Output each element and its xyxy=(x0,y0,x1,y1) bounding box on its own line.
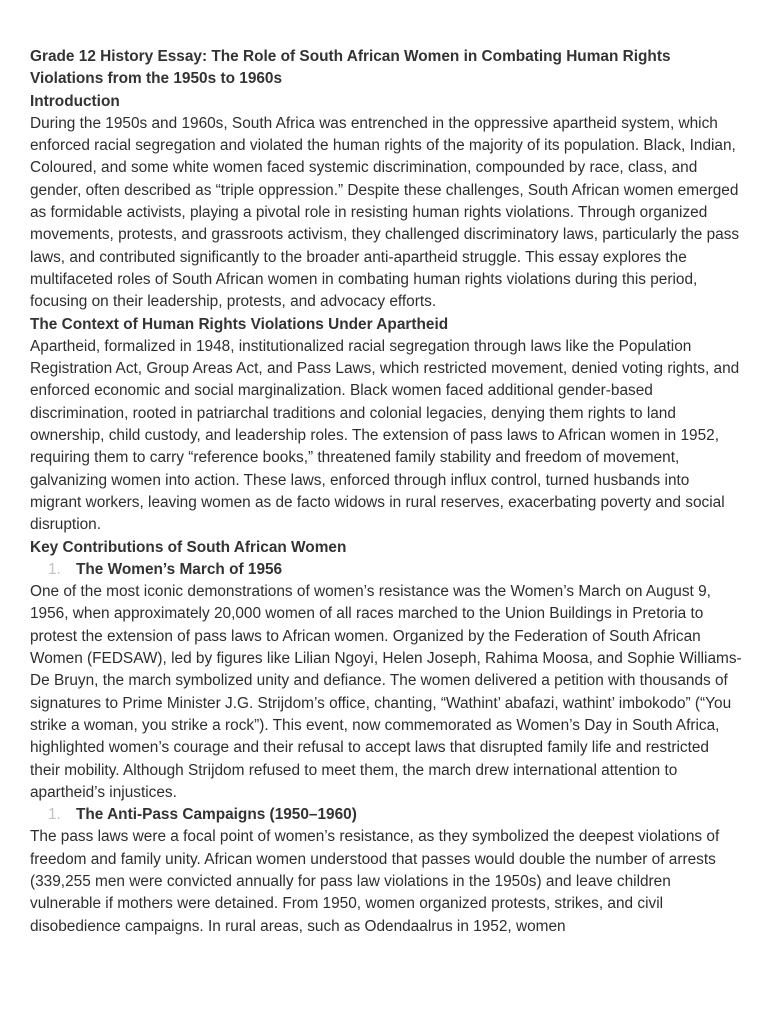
list-item-anti-pass xyxy=(30,804,742,826)
list-number: 1. xyxy=(48,560,61,578)
list-number: 1. xyxy=(48,806,61,824)
context-heading: The Context of Human Rights Violations Under Apartheid xyxy=(30,315,449,333)
anti-pass-paragraph: The pass laws were a focal point of women’s resistance, as they symbolized the deepest violations of freedom and family unity. African women understood that passes would double the number of arrests (339,255 men were convicted annually for pass law violations in the 1950s) and leave children vulnerable if mothers were detained. From 1950, women organized protests, strikes, and civil disobedience campaigns. In rural areas, such as Odendaalrus in 1952, women xyxy=(30,828,720,935)
introduction-paragraph: During the 1950s and 1960s, South Africa was entrenched in the oppressive apartheid system, which enforced racial segregation and violated the human rights of the majority of its population. Black, Indian, Coloured, and some white women faced systemic discrimination, compounded by race, class, and gender, often described as “triple oppression.” Despite these challenges, South African women emerged as formidable activists, playing a pivotal role in resisting human rights violations. Through organized movements, protests, and grassroots activism, they challenged discriminatory laws, particularly the pass laws, and contributed significantly to the broader anti-apartheid struggle. This essay explores the multifaceted roles of South African women in combating human rights violations during this period, focusing on their leadership, protests, and advocacy efforts. xyxy=(30,114,740,311)
list-item-title: The Anti-Pass Campaigns (1950–1960) xyxy=(76,806,357,824)
essay-title: Grade 12 History Essay: The Role of South African Women in Combating Human Rights Violations from the 1950s to 1960s xyxy=(30,48,671,88)
contributions-heading: Key Contributions of South African Women xyxy=(30,538,347,556)
list-item-womens-march xyxy=(30,559,742,581)
essay-document xyxy=(30,46,742,938)
list-item-title: The Women’s March of 1956 xyxy=(76,560,283,578)
introduction-heading: Introduction xyxy=(30,92,120,110)
womens-march-paragraph: One of the most iconic demonstrations of women’s resistance was the Women’s March on August 9, 1956, when approximately 20,000 women of all races marched to the Union Buildings in Pretoria to protest the extension of pass laws to African women. Organized by the Federation of South African Women (FEDSAW), led by figures like Lilian Ngoyi, Helen Joseph, Rahima Moosa, and Sophie Williams-De Bruyn, the march symbolized unity and defiance. The women delivered a petition with thousands of signatures to Prime Minister J.G. Strijdom’s office, chanting, “Wathint’ abafazi, wathint’ imbokodo” (“You strike a woman, you strike a rock”). This event, now commemorated as Women’s Day in South Africa, highlighted women’s courage and their refusal to accept laws that disrupted family life and restricted their mobility. Although Strijdom refused to meet them, the march drew international attention to apartheid’s injustices. xyxy=(30,583,742,801)
context-paragraph: Apartheid, formalized in 1948, institutionalized racial segregation through laws like the Population Registration Act, Group Areas Act, and Pass Laws, which restricted movement, denied voting rights, and enforced economic and social marginalization. Black women faced additional gender-based discrimination, rooted in patriarchal traditions and colonial legacies, denying them rights to land ownership, child custody, and leadership roles. The extension of pass laws to African women in 1952, requiring them to carry “reference books,” threatened family stability and freedom of movement, galvanizing women into action. These laws, enforced through influx control, turned husbands into migrant workers, leaving women as de facto widows in rural reserves, exacerbating poverty and social disruption. xyxy=(30,337,740,534)
